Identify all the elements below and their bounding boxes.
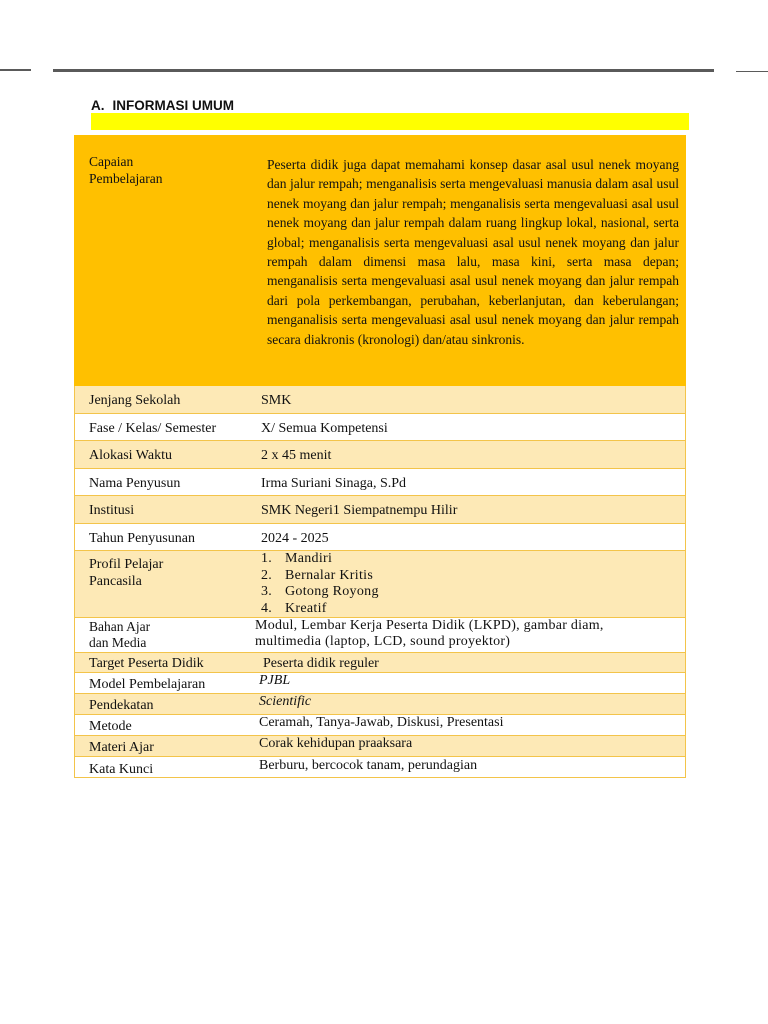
materi-label: Materi Ajar (89, 740, 154, 755)
list-item: 2. Bernalar Kritis (261, 567, 374, 583)
pendekatan-value: Scientific (259, 694, 312, 709)
bahan-value-line1: Modul, Lembar Kerja Peserta Didik (LKPD), gambar diam, (255, 618, 604, 633)
model-label: Model Pembelajaran (89, 677, 206, 692)
section-title: INFORMASI UMUM (112, 98, 234, 113)
row-bahan (74, 618, 686, 653)
row-capaian (74, 135, 686, 386)
kata-kunci-value: Berburu, bercocok tanam, perundagian (259, 758, 478, 773)
materi-value: Corak kehidupan praaksara (259, 736, 413, 751)
capaian-label: Capaian Pembelajaran (89, 154, 163, 186)
row-kata-kunci (74, 757, 686, 778)
row-pendekatan (74, 694, 686, 715)
fase-value: X/ Semua Kompetensi (261, 421, 388, 436)
list-item: 1. Mandiri (261, 551, 333, 566)
target-label: Target Peserta Didik (89, 656, 204, 671)
row-penyusun (74, 469, 686, 496)
header-rule (53, 69, 714, 72)
header-rule-right (736, 71, 768, 72)
bahan-label-line1: Bahan Ajar (89, 619, 151, 634)
alokasi-label: Alokasi Waktu (89, 448, 172, 463)
jenjang-label: Jenjang Sekolah (89, 393, 181, 408)
alokasi-value: 2 x 45 menit (261, 448, 332, 463)
row-profil (74, 551, 686, 618)
fase-label: Fase / Kelas/ Semester (89, 421, 217, 436)
institusi-label: Institusi (89, 503, 135, 518)
section-highlight-bar (91, 113, 689, 130)
row-alokasi (74, 441, 686, 469)
metode-label: Metode (89, 719, 132, 734)
header-rule-left (0, 69, 31, 71)
row-model (74, 673, 686, 694)
penyusun-label: Nama Penyusun (89, 476, 181, 491)
row-tahun (74, 524, 686, 551)
bahan-label-line2: dan Media (89, 635, 147, 650)
target-value: Peserta didik reguler (263, 656, 379, 671)
info-table (74, 135, 686, 778)
profil-list (261, 551, 379, 617)
bahan-value-line2: multimedia (laptop, LCD, sound proyektor) (255, 634, 511, 649)
profil-label (89, 556, 163, 590)
metode-value: Ceramah, Tanya-Jawab, Diskusi, Presentasi (259, 715, 504, 730)
row-institusi (74, 496, 686, 524)
institusi-value: SMK Negeri1 Siempatnempu Hilir (261, 503, 458, 518)
capaian-text: Peserta didik juga dapat memahami konsep dasar asal usul nenek moyang dan jalur rempah; menganalisis serta mengevaluasi manusia dalam asal usul nenek moyang dan jalur rempah; menganalisis serta mengevaluasi asal usul nenek moyang dan jalur rempah dalam ruang lingkup lokal, nasional, serta global; menganalisis serta mengevaluasi asal usul nenek moyang dan jalur rempah dalam dimensi masa lalu, masa kini, serta masa depan; menganalisis serta mengevaluasi asal usul nenek moyang dan jalur rempah dari pola perkembangan, perubahan, keberlanjutan, dan keberulangan; menganalisis serta mengevaluasi asal usul nenek moyang dan jalur rempah secara diakronis (kronologi) dan/atau sinkronis. (267, 157, 679, 347)
pendekatan-label: Pendekatan (89, 698, 154, 713)
penyusun-value: Irma Suriani Sinaga, S.Pd (261, 476, 407, 491)
row-fase (74, 414, 686, 441)
tahun-label: Tahun Penyusunan (89, 531, 195, 546)
list-item: 4. Kreatif (261, 600, 327, 616)
bahan-label (89, 619, 150, 651)
section-number: A. (91, 98, 105, 113)
bahan-value (255, 618, 604, 650)
model-value: PJBL (259, 673, 291, 688)
kata-kunci-label: Kata Kunci (89, 762, 154, 777)
jenjang-value: SMK (261, 393, 292, 408)
row-target (74, 653, 686, 673)
profil-label-line1: Profil Pelajar (89, 557, 164, 572)
profil-label-line2: Pancasila (89, 574, 142, 589)
list-item: 3. Gotong Royong (261, 584, 379, 599)
section-heading (91, 98, 234, 113)
tahun-value: 2024 - 2025 (261, 531, 329, 546)
row-jenjang (74, 386, 686, 414)
row-materi (74, 736, 686, 757)
row-metode (74, 715, 686, 736)
